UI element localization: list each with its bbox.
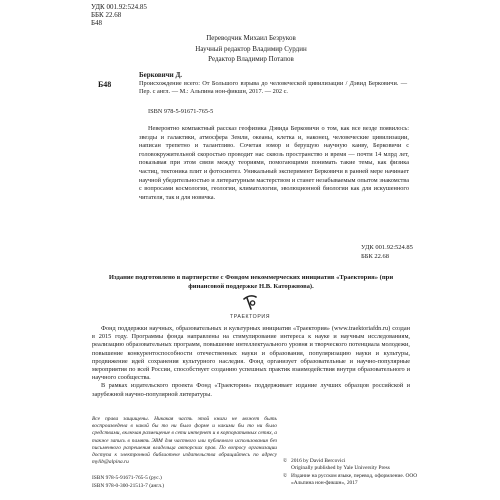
partner-note: Издание подготовлено в партнерстве с Фондом некоммерческих инициатив «Траектория» (при финансовой поддержке Н.В. Каторжнова). <box>108 274 394 290</box>
catalog-letter: Б48 <box>91 19 103 28</box>
copyright-text: Originally published by Yale University Press <box>291 465 390 472</box>
isbn-line: ISBN 978-5-91671-765-5 <box>148 108 214 115</box>
isbn-russian: ISBN 978-5-91671-765-5 (рус.) <box>92 475 162 481</box>
copyright-line <box>283 473 423 488</box>
logo-label: ТРАЕКТОРИЯ <box>229 314 271 320</box>
trajectoria-logo <box>225 292 275 324</box>
bbk-code-bottom: ББК 22.68 <box>361 252 390 260</box>
copyright-line <box>283 458 423 465</box>
rights-notice: Все права защищены. Никакая часть этой книги не может быть воспроизведена в какой бы то ни было форме и какими бы то ни было средствами, включая размещение в сети интернет и в корпоративных сетях, а также запись в память ЭВМ для частного или публичного использования без письменного разрешения владельца авторских прав. По вопросу организации доступа к электронной библиотеке издательства обращайтесь по адресу mylib@alpina.ru <box>92 416 277 466</box>
classification-codes-top <box>91 3 147 28</box>
isbn-list <box>92 475 164 491</box>
annotation-text: Невероятно компактный рассказ геофизика Дэвида Берковичи о том, как все везде появилось: звезды и галактики, атмосфера Земли, океаны, клетка и, наконец, человеческие цивилизации, написан трепетно и талантливо. Сочетая юмор и берущую научную канву, Берковичи с головокружительной скоростью проводит нас сквозь пространство и время — почти 14 млрд лет, показывая при этом связи между теориями, помогающими понимать такие темы, как физика частиц, тектоника плит и фотосинтез. Уникальный эксперимент Берковичи в ранней мере начинает научной убедительностью и литературным мастерством и станет незабываемым опытом знакомства с вопросами космологии, геологии, климатологии, эволюционной биологии как для искушенного читателя, так и для новичка. <box>139 125 409 201</box>
translator-credit: Переводчик Михаил Безруков <box>206 34 296 42</box>
credits-block <box>120 33 382 65</box>
copyright-line <box>283 465 423 472</box>
science-editor-credit: Научный редактор Владимир Сурдин <box>195 44 307 53</box>
udk-code: УДК 001.92:524.85 <box>91 3 147 11</box>
copyright-sign: © <box>283 458 288 464</box>
fund-description <box>92 325 410 399</box>
bibliographic-description: Происхождение всего: От Большого взрыва до человеческой цивилизации / Дэвид Берковичи. — Пер. с англ. — М.: Альпина нон-фикшн, 2017. — 202 с. <box>139 80 407 96</box>
catalog-index: Б48 <box>98 80 112 89</box>
copyright-sign: © <box>283 472 288 479</box>
fund-paragraph: В рамках издательского проекта Фонд «Траектория» поддерживает издание лучших образцов российской и зарубежной научно-популярной литературы. <box>92 382 410 398</box>
editor-credit: Редактор Владимир Потапов <box>208 55 294 63</box>
isbn-english: ISBN 978-0-300-21513-7 (англ.) <box>92 482 165 489</box>
author-heading: Берковичи Д. <box>139 71 183 79</box>
copyright-text: Издание на русском языке, перевод, оформление. ООО «Альпина нон-фикшн», 2017 <box>291 472 418 486</box>
udk-code-bottom: УДК 001.92:524.85 <box>361 244 413 251</box>
copyright-block <box>283 458 423 487</box>
bbk-code: ББК 22.68 <box>91 11 122 20</box>
copyright-text: 2016 by David Bercovici <box>291 458 346 464</box>
classification-codes-bottom <box>361 244 413 261</box>
annotation <box>139 125 409 202</box>
fund-paragraph: Фонд поддержки научных, образовательных и культурных инициатив «Траектория» (www.traektoriafdn.ru) создан в 2015 году. Программы фонда направлены на стимулирование интереса к науке и научным исследованиям, реализацию образовательных программ, повышение интеллектуального уровня и творческого потенциала молодежи, повышение конкурентоспособности отечественных науки и образования, популяризацию науки и культуры, продвижение идей сохранения культурного наследия. Фонд организует образовательные и научно-популярные мероприятия по всей России, способствует созданию успешных практик взаимодействия внутри образовательного и научного сообщества. <box>92 325 410 382</box>
trajectoria-logo-icon <box>240 292 260 312</box>
